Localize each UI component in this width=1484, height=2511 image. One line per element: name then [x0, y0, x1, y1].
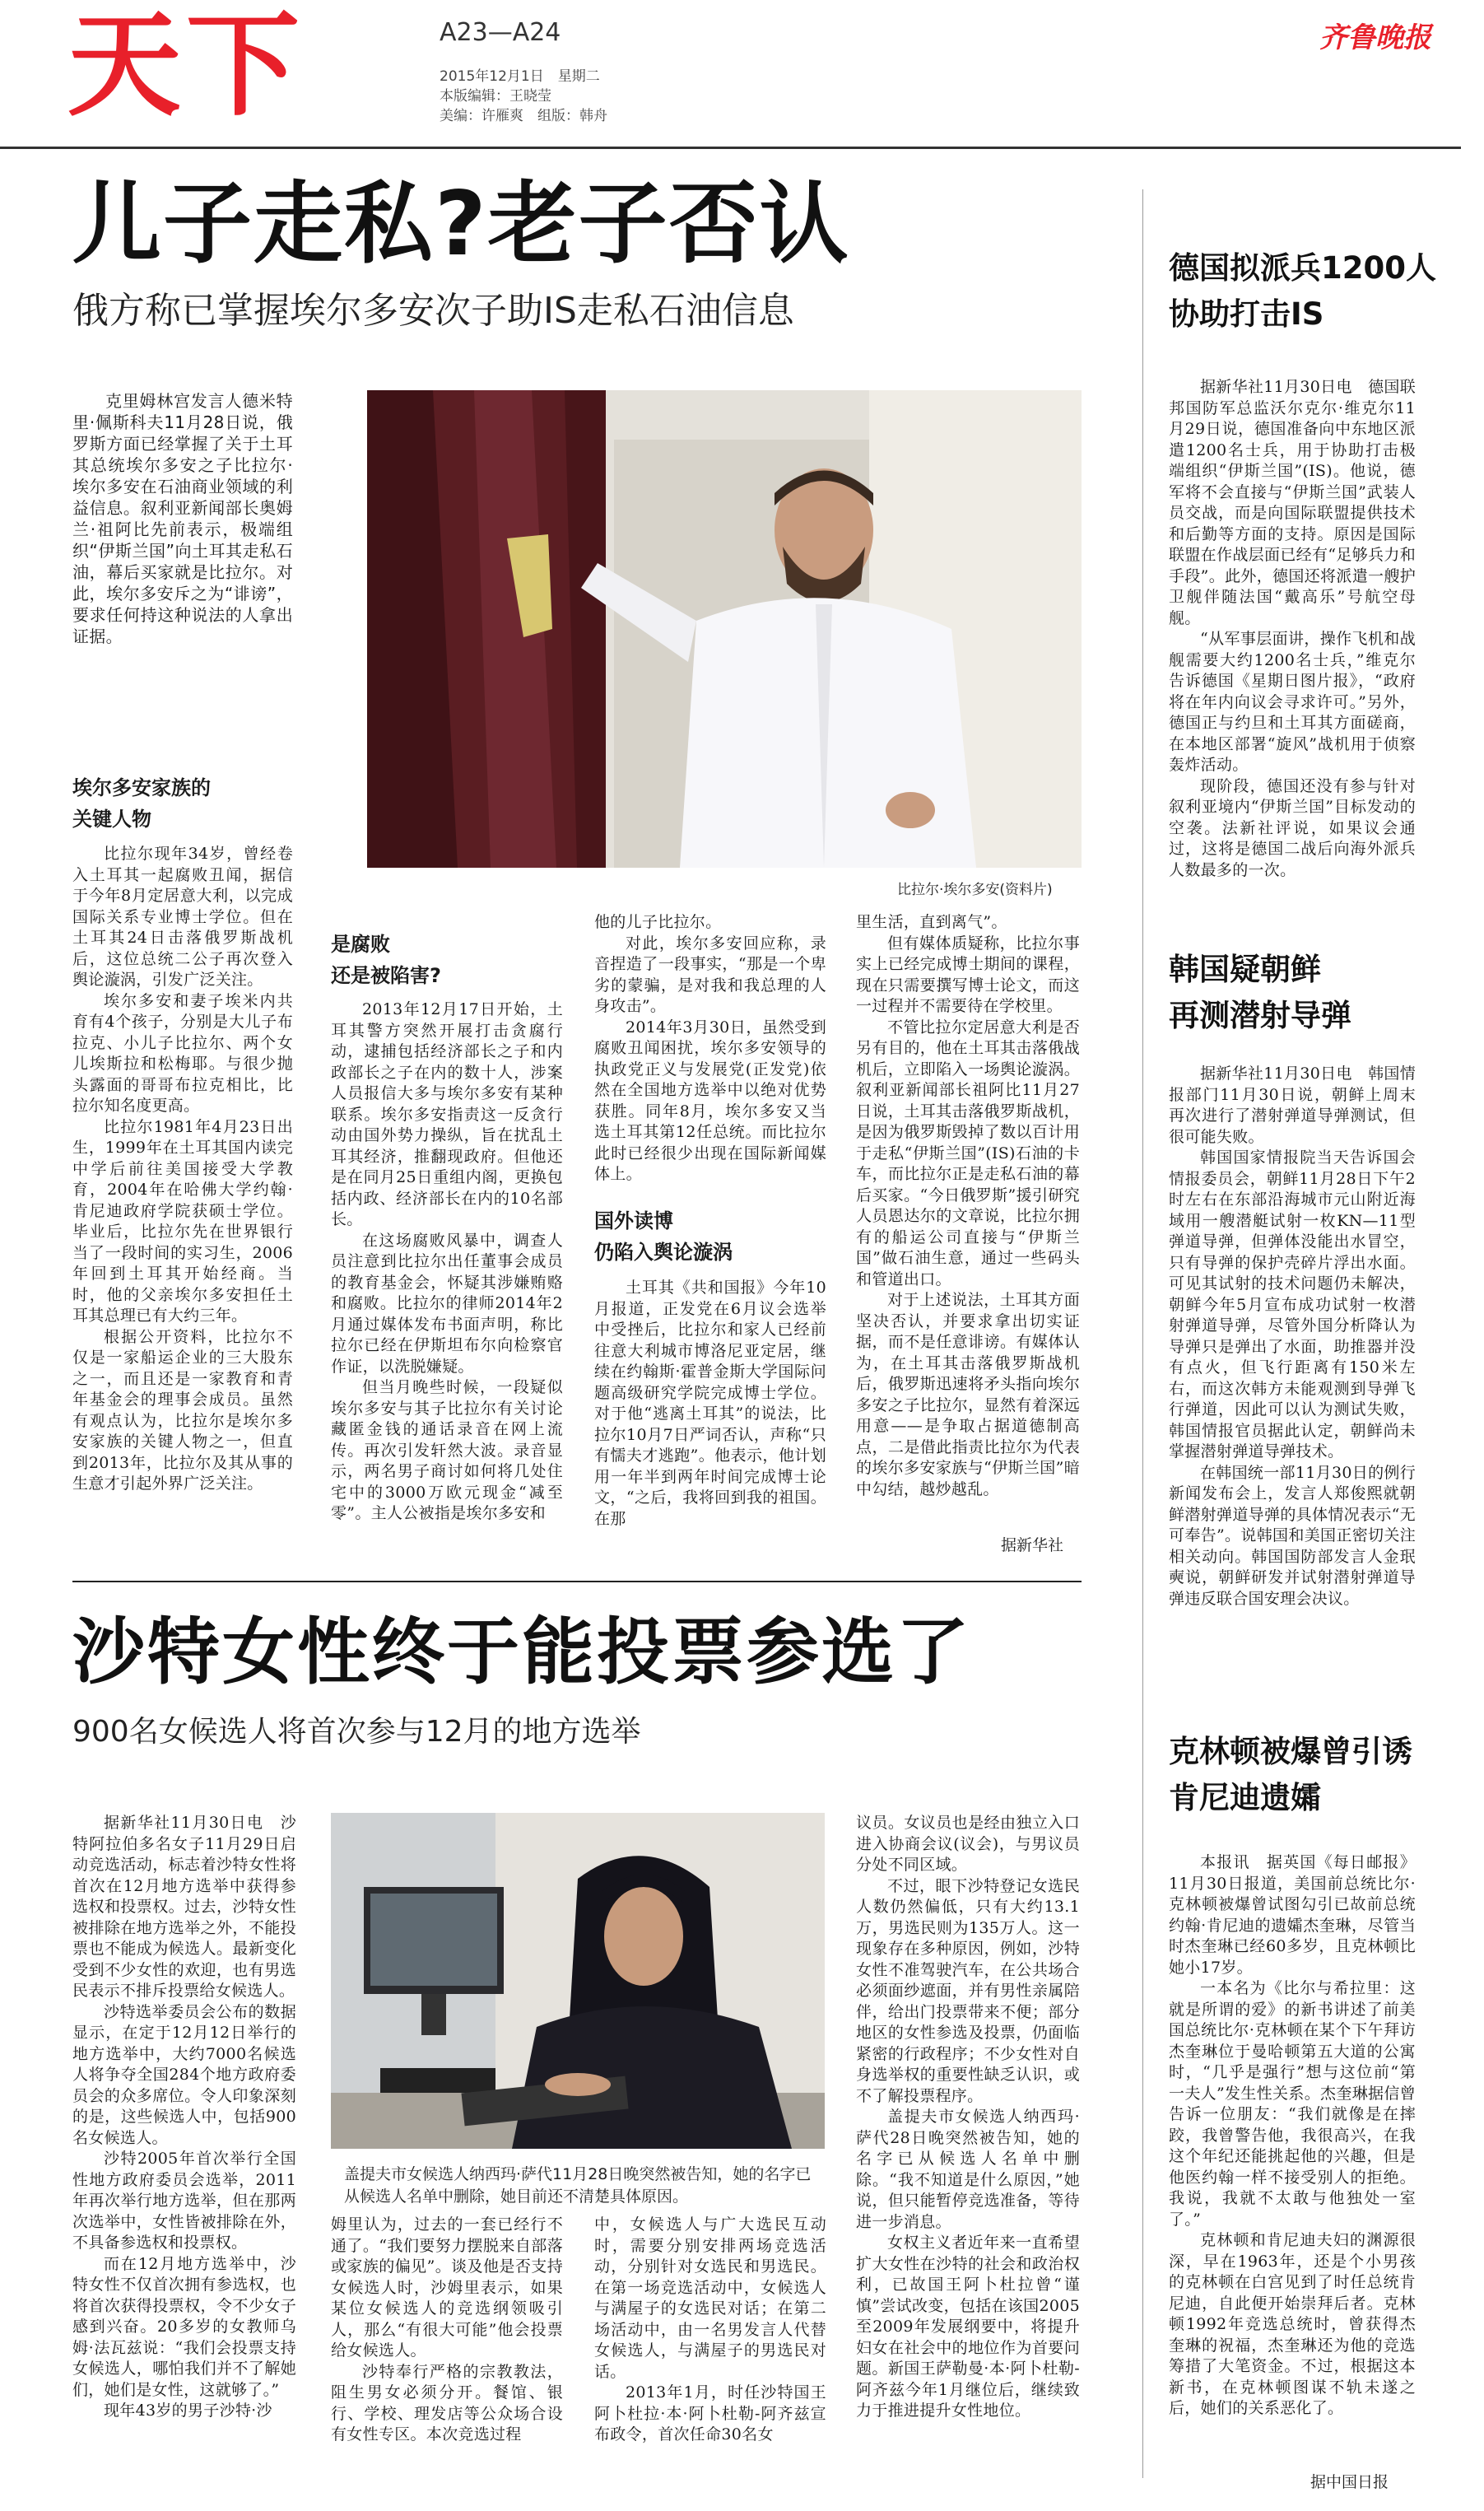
page-numbers: A23—A24 [440, 18, 561, 47]
story2-photo [331, 1813, 825, 2149]
story1-column-3b: 土耳其《共和国报》今年10月报道，正发党在6月议会选举中受挫后，比拉尔和家人已经前往意大利城市博洛尼亚定居，继续在约翰斯·霍普金斯大学国际问题高级研究学院完成博士学位。对于他“逃离土耳其”的说法，比拉尔10月7日严词否认，声称“只有懦夫才逃跑”。他表示，他计划用一年半到两年时间完成博士论文，“之后，我将回到我的祖国。在那 [594, 1279, 826, 1528]
story1-source: 据新华社 [1001, 1536, 1064, 1554]
story2-column-2: 姆里认为，过去的一套已经行不通了。“我们要努力摆脱来自部落或家族的偏见”。谈及他是否支持女候选人时，沙姆里表示，如果某位女候选人的竞选纲领吸引人，那么“有很大可能”他会投票给女候选人。 沙特奉行严格的宗教教法，阻生男女必须分开。餐馆、银行、学校、理发店等公众场合设有女性专区。本次竞选过程 [331, 2215, 563, 2443]
design-line: 美编：许雁爽 组版：韩舟 [440, 108, 607, 124]
date-line: 2015年12月1日 星期二 [440, 68, 600, 85]
story1-column-3: 他的儿子比拉尔。 对此，埃尔多安回应称，录音捏造了一段事实，“那是一个卑劣的蒙骗，是对我和我总理的人身攻击”。 2014年3月30日，虽然受到腐败丑闻困扰，埃尔多安领导的执政党正义与发展党(正发党)依然在全国地方选举中以绝对优势获胜。同年8月，埃尔多安又当选土耳其第12任总统。而比拉尔此时已经很少出现在国际新闻媒体上。 [594, 913, 826, 1183]
side3-source: 据中国日报 [1310, 2473, 1389, 2491]
story2-subhead: 900名女候选人将首次参与12月的地方选举 [72, 1715, 641, 1749]
story1-lead: 克里姆林宫发言人德米特里·佩斯科夫11月28日说，俄罗斯方面已经掌握了关于土耳其总统埃尔多安之子比拉尔·埃尔多安在石油商业领域的利益信息。叙利亚新闻部长奥姆兰·祖阿比先前表示，极端组织“伊斯兰国”向土耳其走私石油，幕后买家就是比拉尔。对此，埃尔多安斥之为“诽谤”，要求任何持这种说法的人拿出证据。 [72, 391, 293, 646]
story1-column-2: 2013年12月17日开始，土耳其警方突然开展打击贪腐行动，逮捕包括经济部长之子和内政部长之子在内的数十人，涉案人员报信大多与埃尔多安有某种联系。埃尔多安指责这一反贪行动由国外势力操纵，旨在扰乱土耳其经济，推翻现政府。但他还是在同月25日重组内阁，更换包括内政、经济部长在内的10名部长。 在这场腐败风暴中，调查人员注意到比拉尔出任董事会成员的教育基金会，怀疑其涉嫌贿赂和腐败。比拉尔的律师2014年2月通过媒体发布书面声明，称比拉尔已经在伊斯坦布尔向检察官作证，以洗脱嫌疑。 但当月晚些时候，一段疑似埃尔多安与其子比拉尔有关讨论藏匿金钱的通话录音在网上流传。再次引发轩然大波。录音显示，两名男子商讨如何将几处住宅中的3000万欧元现金“减至零”。主人公被指是埃尔多安和 [331, 1000, 563, 1522]
side3-body: 本报讯 据英国《每日邮报》11月30日报道，美国前总统比尔·克林顿被爆曾试图勾引已故前总统约翰·肯尼迪的遗孀杰奎琳，尽管当时杰奎琳已经60多岁，且克林顿比她小17岁。 一本名为《比尔与希拉里：这就是所谓的爱》的新书讲述了前美国总统比尔·克林顿在某个下午拜访杰奎琳位于曼哈顿第五大道的公寓时，“几乎是强行”想与这位前“第一夫人”发生性关系。杰奎琳据信曾告诉一位朋友：“我们就像是在摔跤，我曾警告他，我很高兴，在我这个年纪还能挑起他的兴趣，但是他医约翰一样不接受别人的拒绝。我说，我就不太敢与他独处一室了。” 克林顿和肯尼迪夫妇的渊源很深，早在1963年，还是个小男孩的克林顿在白宫见到了时任总统肯尼迪，自此便开始崇拜后者。克林顿1992年竞选总统时，曾获得杰奎琳的祝福，杰奎琳还为他的竞选筹措了大笔资金。不过，根据这本新书，在克林顿图谋不轨未遂之后，她们的关系恶化了。 [1169, 1853, 1416, 2417]
section-logo: 天下 [67, 0, 305, 132]
side2-headline: 韩国疑朝鲜 再测潜射导弹 [1169, 952, 1351, 1033]
story1-headline: 儿子走私?老子否认 [72, 173, 850, 276]
story1-subhead-corruption: 是腐败 还是被陷害? [331, 933, 441, 987]
story2-headline: 沙特女性终于能投票参选了 [72, 1610, 972, 1694]
paper-name-logo: 齐鲁晚报 [1319, 21, 1431, 54]
side2-body: 据新华社11月30日电 韩国情报部门11月30日说，朝鲜上周末再次进行了潜射弹道导弹测试，但很可能失败。 韩国国家情报院当天告诉国会情报委员会，朝鲜11月28日下午2时左右在东部沿海城市元山附近海域用一艘潜艇试射一枚KN—11型弹道导弹，但弹体没能出水冒空，只有导弹的保护壳碎片浮出水面。可见其试射的技术问题仍未解决，朝鲜今年5月宣布成功试射一枚潜射弹道导弹，尽管外国分析降认为导弹只是弹出了水面，助推器并没有点火，但飞行距离有150米左右，而这次韩方未能观测到导弹飞行弹道，因此可以认为测试失败，韩国情报官员据此认定，朝鲜尚未掌握潜射弹道导弹技术。 在韩国统一部11月30日的例行新闻发布会上，发言人郑俊熙就朝鲜潜射弹道导弹的具体情况表示“无可奉告”。说韩国和美国正密切关注相关动向。韩国国防部发言人金珉奭说，朝鲜研发并试射潜射弹道导弹违反联合国安理会决议。 [1169, 1064, 1416, 1608]
story2-column-4: 议员。女议员也是经由独立入口进入协商会议(议会)，与男议员分处不同区域。 不过，眼下沙特登记女选民人数仍然偏低，只有大约13.1万，男选民则为135万人。这一现象存在多种原因，例如，沙特女性不准驾驶汽车，在公共场合必须面纱遮面，并有男性亲属陪伴，给出门投票带来不便；部分地区的女性参选及投票，仍面临紧密的行政程序；不少女性对自身选举权的重要性缺乏认识，或不了解投票程序。 盖提夫市女候选人纳西玛·萨代28日晚突然被告知，她的名字已从候选人名单中删除。“我不知道是什么原因，”她说，但只能暂停竞选准备，等待进一步消息。 女权主义者近年来一直希望扩大女性在沙特的社会和政治权利，已故国王阿卜杜拉曾“谨慎”尝试改变，包括在该国2005至2009年发展纲要中，将提升妇女在社会中的地位作为首要问题。新国王萨勒曼·本·阿卜杜勒-阿齐兹今年1月继位后，继续致力于推进提升女性地位。 [856, 1814, 1080, 2420]
side1-body: 据新华社11月30日电 德国联邦国防军总监沃尔克尔·维克尔11月29日说，德国准备向中东地区派遣1200名士兵，用于协助打击极端组织“伊斯兰国”(IS)。他说，德军将不会直接与“伊斯兰国”武装人员交战，而是向国际联盟提供技术和后勤等方面的支持。原因是国际联盟在作战层面已经有“足够兵力和手段”。此外，德国还将派遣一艘护卫舰伴随法国“戴高乐”号航空母舰。 “从军事层面讲，操作飞机和战舰需要大约1200名士兵，”维克尔告诉德国《星期日图片报》，“政府将在年内向议会寻求许可。”另外，德国正与约旦和土耳其方面磋商，在本地区部署“旋风”战机用于侦察轰炸活动。 现阶段，德国还没有参与针对叙利亚境内“伊斯兰国”目标发动的空袭。法新社评说，如果议会通过，这将是德国二战后向海外派兵人数最多的一次。 [1169, 378, 1416, 879]
column-divider [1142, 189, 1143, 2478]
story1-column-4: 里生活，直到离气”。 但有媒体质疑称，比拉尔事实上已经完成博士期间的课程，现在只需要撰写博士论文，而这一过程并不需要待在学校里。 不管比拉尔定居意大利是否另有目的，他在土耳其击落俄战机后，立即陷入一场舆论漩涡。叙利亚新闻部长祖阿比11月27日说，土耳其击落俄罗斯战机，是因为俄罗斯毁掉了数以百计用于走私“伊斯兰国”(IS)石油的卡车，而比拉尔正是走私石油的幕后买家。“今日俄罗斯”援引研究人员恩达尔的文章说，比拉尔拥有的船运公司直接与“伊斯兰国”做石油生意，通过一些码头和管道出口。 对于上述说法，土耳其方面坚决否认，并要求拿出切实证据，而不是任意诽谤。有媒体认为，在土耳其击落俄罗斯战机后，俄罗斯迅速将矛头指向埃尔多安之子比拉尔，显然有着深远用意——是争取占据道德制高点，二是借此指责比拉尔为代表的埃尔多安家族与“伊斯兰国”暗中勾结，越炒越乱。 [856, 913, 1080, 1498]
story1-photo-caption: 比拉尔·埃尔多安(资料片) [897, 882, 1053, 898]
story1-photo [367, 390, 1082, 868]
story2-column-3: 中，女候选人与广大选民互动时，需要分别安排两场竞选活动，分别针对女选民和男选民。在第一场竞选活动中，女候选人与满屋子的女选民对话；在第二场活动中，由一名男发言人代替女候选人，与满屋子的男选民对话。 2013年1月，时任沙特国王阿卜杜拉·本·阿卜杜勒-阿齐兹宣布政令，首次任命30名女 [594, 2215, 826, 2443]
story1-column-1: 比拉尔现年34岁，曾经卷入土耳其一起腐败丑闻，据信于今年8月定居意大利，以完成国际关系专业博士学位。但在土耳其24日击落俄罗斯战机后，这位总统二公子再次登入舆论漩涡，引发广泛关注。 埃尔多安和妻子埃米内共育有4个孩子，分别是大儿子布拉克、小儿子比拉尔、两个女儿埃斯拉和松梅耶。与很少抛头露面的哥哥布拉克相比，比拉尔知名度更高。 比拉尔1981年4月23日出生，1999年在土耳其国内读完中学后前往美国接受大学教育，2004年在哈佛大学约翰·肯尼迪政府学院获硕士学位。毕业后，比拉尔先在世界银行当了一段时间的实习生，2006年回到土耳其开始经商。当时，他的父亲埃尔多安担任土耳其总理已有大约三年。 根据公开资料，比拉尔不仅是一家船运企业的三大股东之一，而且还是一家教育和青年基金会的理事会成员。虽然有观点认为，比拉尔是埃尔多安家族的关键人物之一，但直到2013年，比拉尔及其从事的生意才引起外界广泛关注。 [72, 845, 293, 1493]
side1-headline: 德国拟派兵1200人 协助打击IS [1169, 250, 1436, 332]
story1-subhead: 俄方称已掌握埃尔多安次子助IS走私石油信息 [72, 290, 794, 332]
story1-subhead-phd: 国外读博 仍陷入舆论漩涡 [594, 1209, 733, 1264]
side3-headline: 克林顿被爆曾引诱 肯尼迪遗孀 [1169, 1734, 1412, 1815]
story2-photo-caption: 盖提夫市女候选人纳西玛·萨代11月28日晚突然被告知，她的名字已从候选人名单中删除，她目前还不清楚具体原因。 [344, 2165, 812, 2206]
story-divider [72, 1581, 1082, 1582]
masthead-rule [0, 147, 1461, 149]
editor-line: 本版编辑：王晓莹 [440, 88, 551, 105]
story1-subhead-family: 埃尔多安家族的 关键人物 [72, 776, 211, 831]
story2-column-1: 据新华社11月30日电 沙特阿拉伯多名女子11月29日启动竞选活动，标志着沙特女性将首次在12月地方选举中获得参选权和投票权。过去，沙特女性被排除在地方选举之外，不能投票也不能成为候选人。最新变化受到不少女性的欢迎，也有男选民表示不排斥投票给女候选人。 沙特选举委员会公布的数据显示，在定于12月12日举行的地方选举中，大约7000名候选人将争夺全国284个地方政府委员会的众多席位。令人印象深刻的是，这些候选人中，包括900名女候选人。 沙特2005年首次举行全国性地方政府委员会选举，2011年再次举行地方选举，但在那两次选举中，女性皆被排除在外，不具备参选权和投票权。 而在12月地方选举中，沙特女性不仅首次拥有参选权，也将首次获得投票权，令不少女子感到兴奋。20多岁的女教师乌姆·法瓦兹说：“我们会投票支持女候选人，哪怕我们并不了解她们，她们是女性，这就够了。” 现年43岁的男子沙特·沙 [72, 1814, 296, 2420]
